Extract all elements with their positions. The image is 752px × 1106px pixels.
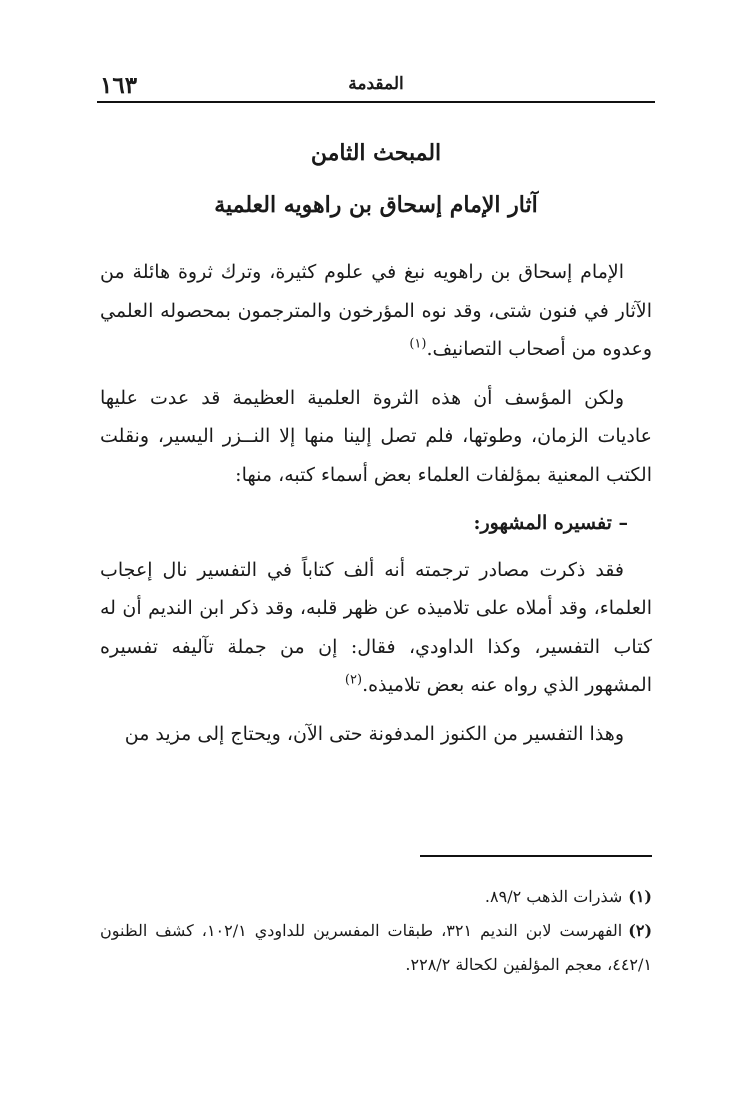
footnote-ref: (٢): [344, 672, 363, 688]
chapter-title: المبحث الثامن: [310, 140, 442, 166]
footnote-number: (٢): [628, 921, 653, 940]
paragraph-text: الإمام إسحاق بن راهويه نبغ في علوم كثيرة، وترك ثروة هائلة من الآثار في فنون شتى، وقد نوه المؤرخون والمترجمون بمحصوله العلمي وعدوه من أصحاب التصانيف.: [100, 261, 652, 360]
footnote: [100, 914, 652, 982]
footnote-rule: [420, 855, 652, 857]
footnote: [100, 880, 652, 914]
running-head-title: المقدمة: [348, 74, 404, 94]
running-head: [100, 72, 652, 102]
footnote-ref: (١): [409, 336, 427, 352]
paragraph: [100, 253, 652, 369]
section-heading: [100, 504, 652, 543]
body-text: [100, 253, 652, 763]
header-rule: [97, 101, 655, 103]
paragraph: [100, 551, 652, 705]
footnote-text: شذرات الذهب ٨٩/٢.: [484, 887, 623, 906]
paragraph: [100, 379, 652, 495]
paragraph-text: فقد ذكرت مصادر ترجمته أنه ألف كتاباً في التفسير نال إعجاب العلماء، وقد أملاه على تلاميذه عن ظهر قلبه، وقد ذكر ابن النديم أن له كتاب التفسير، وكذا الداودي، فقال: إن من جملة تآليفه تفسيره المشهور الذي رواه عنه بعض تلاميذه.: [100, 558, 652, 696]
section-heading-text: – تفسيره المشهور:: [473, 512, 628, 534]
footnotes: [100, 880, 652, 982]
page-number: ١٦٣: [100, 72, 138, 99]
paragraph-text: وهذا التفسير من الكنوز المدفونة حتى الآن، ويحتاج إلى مزيد من: [124, 722, 624, 745]
paragraph-text: ولكن المؤسف أن هذه الثروة العلمية العظيمة قد عدت عليها عاديات الزمان، وطوتها، فلم تصل إلينا منها إلا النــزر اليسير، ونقلت الكتب المعنية بمؤلفات العلماء بعض أسماء كتبه، منها:: [100, 386, 652, 486]
footnote-number: (١): [628, 887, 652, 906]
chapter-subtitle: آثار الإمام إسحاق بن راهويه العلمية: [214, 192, 538, 218]
footnote-text: الفهرست لابن النديم ٣٢١، طبقات المفسرين للداودي ١٠٢/١، كشف الظنون ٤٤٢/١، معجم المؤلفين لكحالة ٢٢٨/٢.: [100, 921, 652, 974]
paragraph: [100, 715, 652, 754]
